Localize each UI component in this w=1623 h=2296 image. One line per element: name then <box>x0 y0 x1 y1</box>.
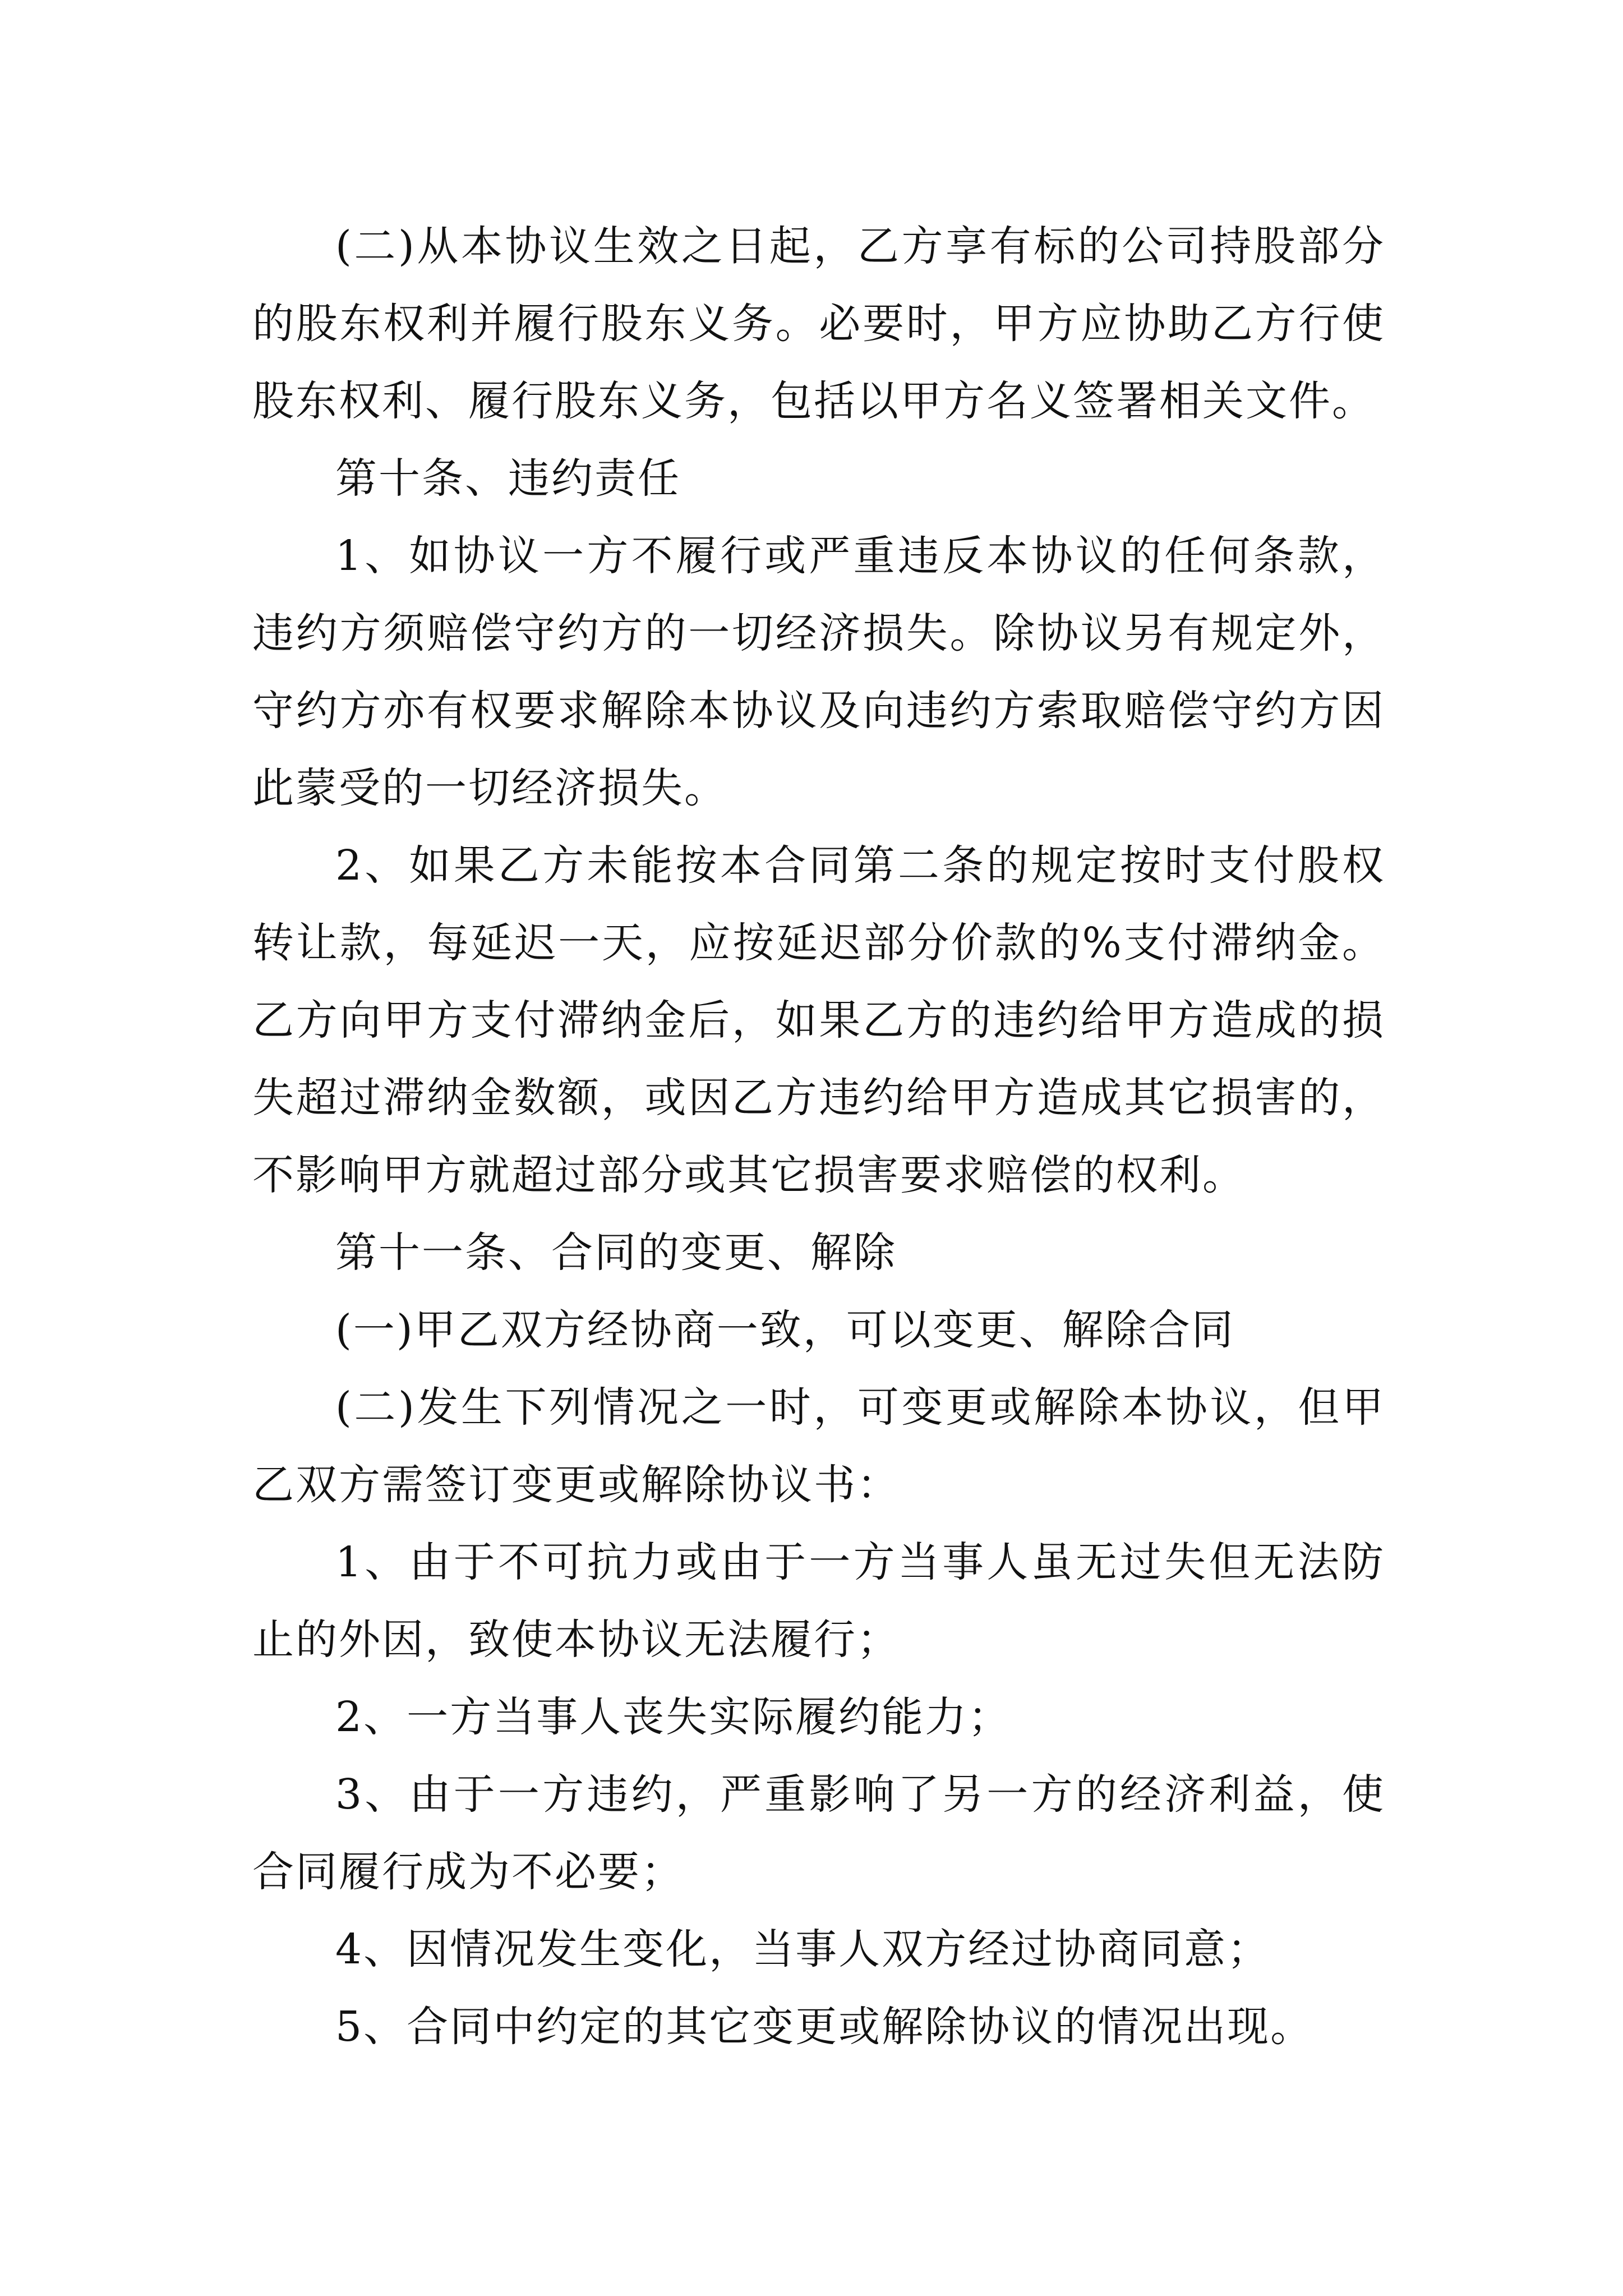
list-item-condition-4: 4、因情况发生变化，当事人双方经过协商同意； <box>335 1925 1271 1973</box>
list-item-condition-1: 1、由于不可抗力或由于一方当事人虽无过失但无法防止的外因，致使本协议无法履行； <box>252 1538 1385 1664</box>
list-item-condition-3: 3、由于一方违约，严重影响了另一方的经济利益，使合同履行成为不必要； <box>252 1770 1385 1896</box>
paragraph-breach-1: 1、如协议一方不履行或严重违反本协议的任何条款，违约方须赔偿守约方的一切经济损失。除协议另有规定外，守约方亦有权要求解除本协议及向违约方索取赔偿守约方因此蒙受的一切经济损失。 <box>252 532 1385 812</box>
list-item-condition-5: 5、合同中约定的其它变更或解除协议的情况出现。 <box>335 2003 1314 2051</box>
paragraph-shareholder-rights: (二)从本协议生效之日起，乙方享有标的公司持股部分的股东权利并履行股东义务。必要时，甲方应协助乙方行使股东权利、履行股东义务，包括以甲方名义签署相关文件。 <box>252 222 1385 425</box>
paragraph-change-2: (二)发生下列情况之一时，可变更或解除本协议，但甲乙双方需签订变更或解除协议书： <box>252 1383 1385 1509</box>
list-item-condition-2: 2、一方当事人丧失实际履约能力； <box>335 1693 1012 1741</box>
paragraph-change-1: (一)甲乙双方经协商一致，可以变更、解除合同 <box>335 1306 1235 1354</box>
document-body <box>252 208 1385 2065</box>
heading-article-10: 第十条、违约责任 <box>335 454 681 503</box>
heading-article-11: 第十一条、合同的变更、解除 <box>335 1228 897 1277</box>
paragraph-breach-2: 2、如果乙方未能按本合同第二条的规定按时支付股权转让款，每延迟一天，应按延迟部分价款的%支付滞纳金。乙方向甲方支付滞纳金后，如果乙方的违约给甲方造成的损失超过滞纳金数额，或因乙方违约给甲方造成其它损害的，不影响甲方就超过部分或其它损害要求赔偿的权利。 <box>252 841 1385 1199</box>
